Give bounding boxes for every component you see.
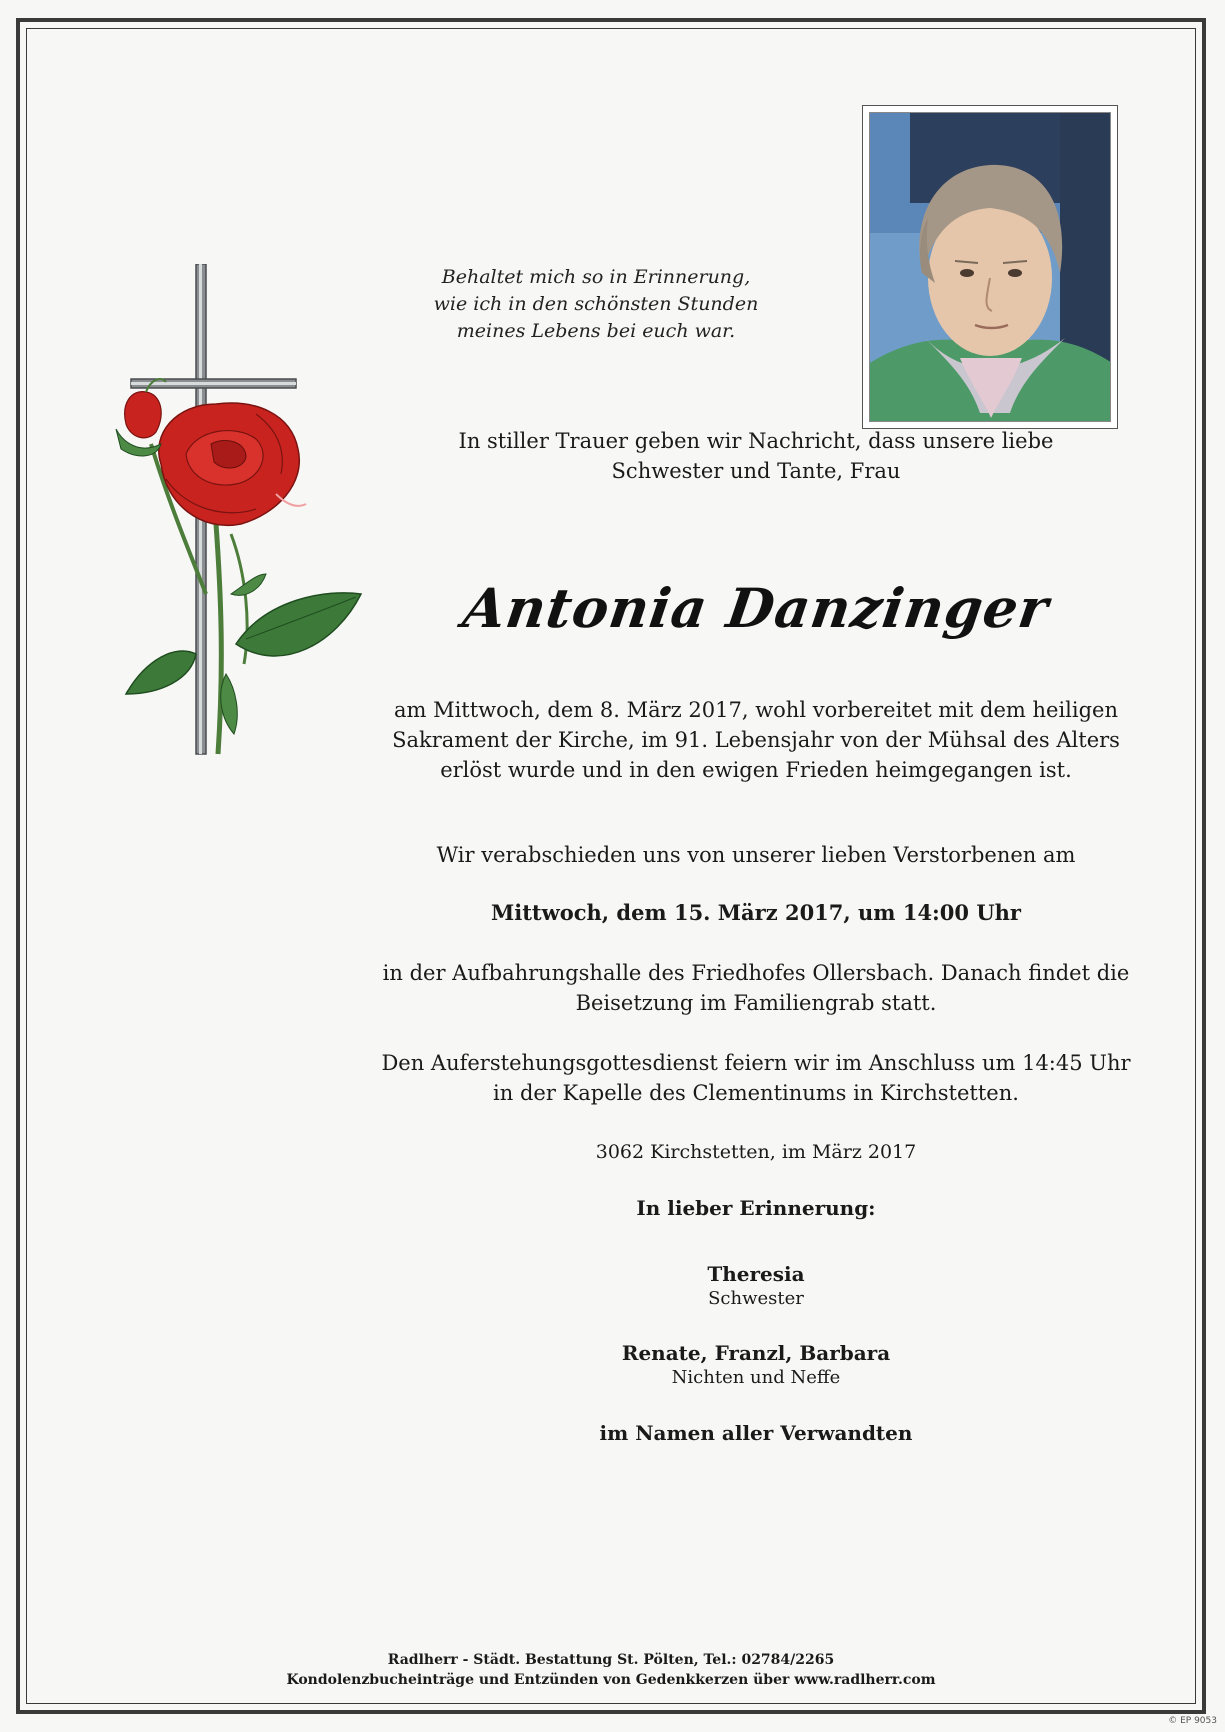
mourner-group bbox=[366, 1261, 1146, 1311]
motto-line: meines Lebens bei euch war. bbox=[456, 320, 736, 342]
location-line: Beisetzung im Familiengrab statt. bbox=[575, 991, 937, 1015]
deceased-name-block bbox=[366, 576, 1146, 640]
location-text bbox=[366, 958, 1146, 1018]
closing-line: im Namen aller Verwandten bbox=[599, 1421, 913, 1445]
service-text bbox=[366, 1048, 1146, 1108]
service-line: Den Auferstehungsgottesdienst feiern wir im Anschluss um 14:45 Uhr bbox=[381, 1051, 1131, 1075]
place-date-line: 3062 Kirchstetten, im März 2017 bbox=[595, 1141, 917, 1163]
remembrance-heading-line: In lieber Erinnerung: bbox=[636, 1196, 876, 1220]
remembrance-heading bbox=[366, 1196, 1146, 1220]
motto-line: Behaltet mich so in Erinnerung, bbox=[441, 266, 751, 288]
print-code: © EP 9053 bbox=[1168, 1716, 1217, 1726]
intro-text bbox=[366, 426, 1146, 486]
location-line: in der Aufbahrungshalle des Friedhofes Ollersbach. Danach findet die bbox=[382, 961, 1130, 985]
footer bbox=[26, 1650, 1196, 1690]
rose-icon bbox=[116, 379, 361, 754]
place-date bbox=[366, 1141, 1146, 1163]
mourner-group bbox=[366, 1340, 1146, 1390]
intro-line: Schwester und Tante, Frau bbox=[611, 459, 901, 483]
farewell-line: Wir verabschieden uns von unserer lieben Verstorbenen am bbox=[436, 843, 1076, 867]
mourner-relation: Nichten und Neffe bbox=[671, 1367, 841, 1388]
motto-line: wie ich in den schönsten Stunden bbox=[433, 293, 759, 315]
service-line: in der Kapelle des Clementinums in Kirchstetten. bbox=[493, 1081, 1019, 1105]
farewell-text bbox=[366, 840, 1146, 870]
death-notice-line: am Mittwoch, dem 8. März 2017, wohl vorbereitet mit dem heiligen bbox=[393, 698, 1119, 722]
death-notice-line: erlöst wurde und in den ewigen Frieden heimgegangen ist. bbox=[440, 758, 1072, 782]
cross-rose-decoration bbox=[106, 264, 376, 788]
ceremony-datetime-line: Mittwoch, dem 15. März 2017, um 14:00 Uhr bbox=[491, 900, 1021, 925]
footer-line: Kondolenzbucheinträge und Entzünden von Gedenkkerzen über www.radlherr.com bbox=[286, 1672, 936, 1688]
mourner-names: Renate, Franzl, Barbara bbox=[621, 1341, 891, 1365]
portrait-photo bbox=[869, 112, 1111, 422]
intro-line: In stiller Trauer geben wir Nachricht, dass unsere liebe bbox=[458, 429, 1054, 453]
deceased-name: Antonia Danzinger bbox=[459, 576, 1053, 640]
obituary-page bbox=[26, 28, 1196, 1704]
mourner-relation: Schwester bbox=[708, 1288, 804, 1309]
portrait-frame bbox=[862, 105, 1118, 429]
closing-text bbox=[366, 1421, 1146, 1445]
ceremony-datetime bbox=[366, 898, 1146, 928]
footer-line: Radlherr - Städt. Bestattung St. Pölten, Tel.: 02784/2265 bbox=[387, 1652, 835, 1668]
mourner-names: Theresia bbox=[707, 1262, 805, 1286]
death-notice-line: Sakrament der Kirche, im 91. Lebensjahr von der Mühsal des Alters bbox=[392, 728, 1120, 752]
motto-quote bbox=[406, 264, 786, 345]
death-notice bbox=[366, 695, 1146, 785]
